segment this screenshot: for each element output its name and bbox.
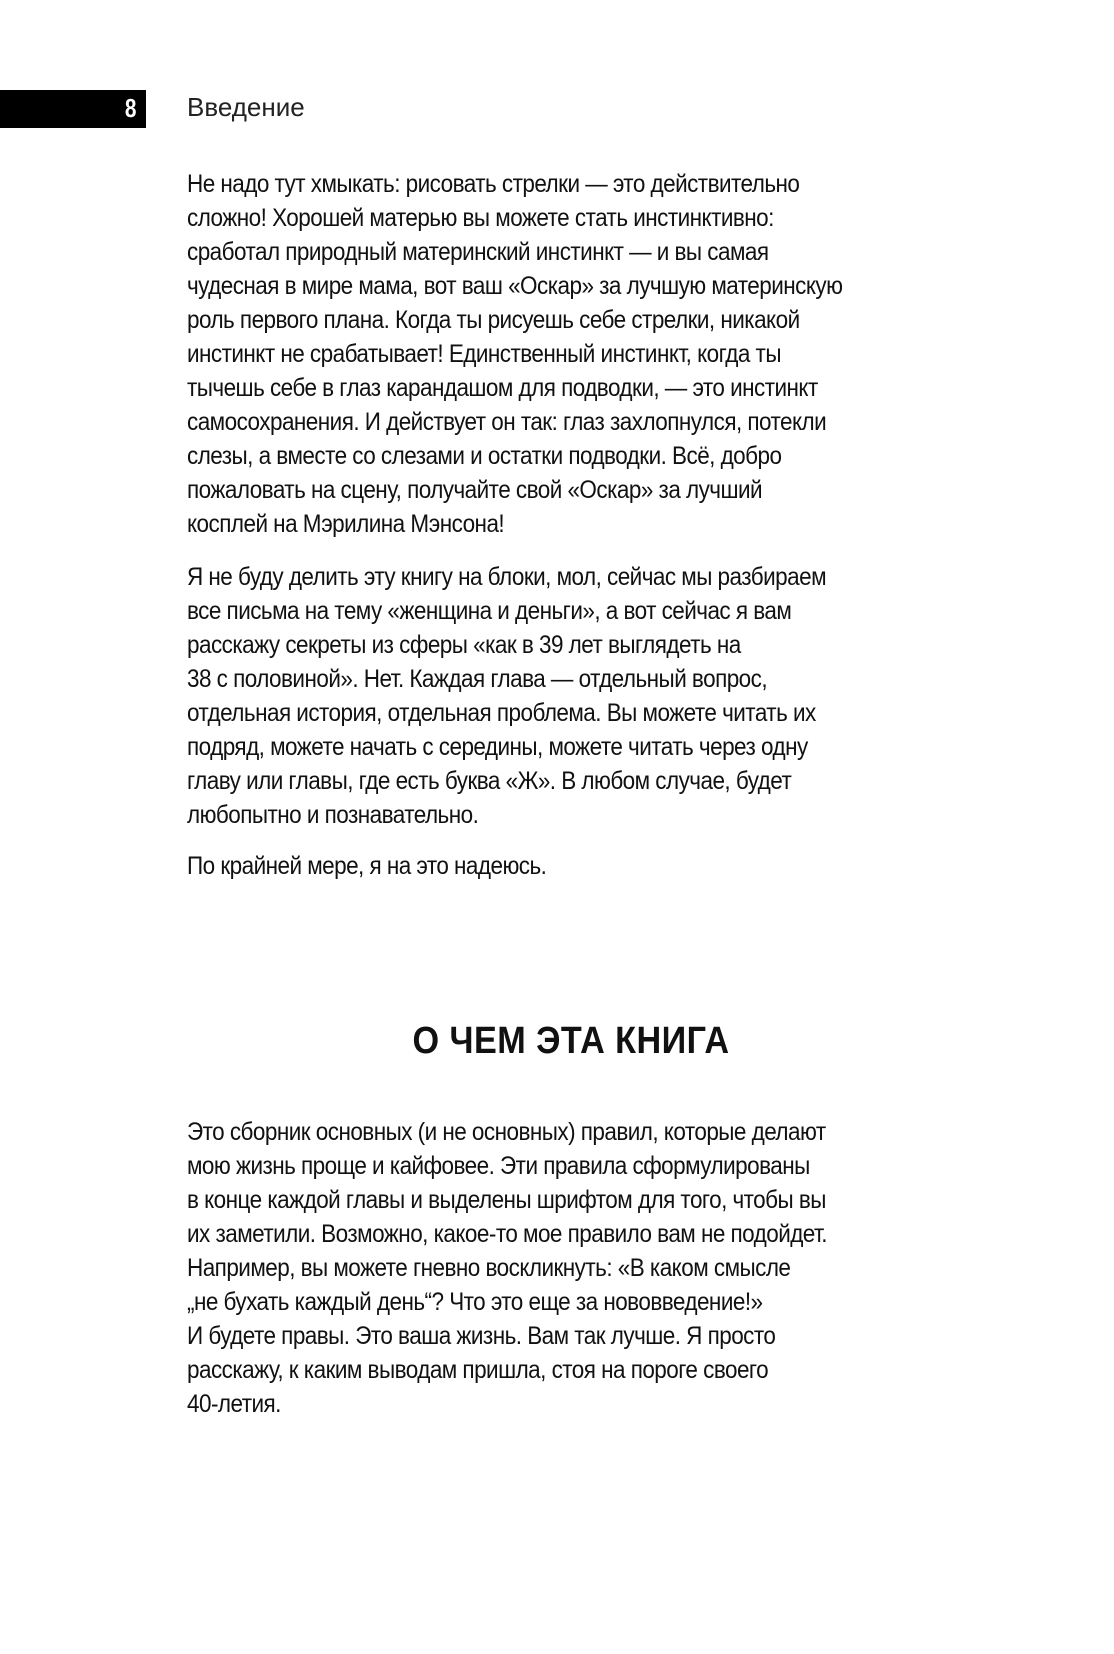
page-number-tab (0, 90, 146, 128)
text-line: По крайней мере, я на это надеюсь. (187, 852, 547, 880)
text-line: 40-летия. (187, 1390, 281, 1418)
text-line: любопытно и познавательно. (187, 801, 479, 829)
text-line: чудесная в мире мама, вот ваш «Оскар» за лучшую материнскую (187, 272, 843, 300)
text-line: Не надо тут хмыкать: рисовать стрелки — это действительно (187, 170, 800, 198)
page-number: 8 (124, 93, 136, 123)
text-line: в конце каждой главы и выделены шрифтом для того, чтобы вы (187, 1186, 826, 1214)
running-title: Введение (187, 92, 305, 122)
text-line: главу или главы, где есть буква «Ж». В любом случае, будет (187, 767, 792, 795)
text-line: слезы, а вместе со слезами и остатки подводки. Всё, добро (187, 442, 782, 470)
text-line: расскажу секреты из сферы «как в 39 лет выглядеть на (187, 631, 741, 659)
text-line: сложно! Хорошей матерью вы можете стать инстинктивно: (187, 204, 774, 232)
text-line: „не бухать каждый день“? Что это еще за нововведение!» (187, 1288, 763, 1316)
section-heading: О ЧЕМ ЭТА КНИГА (412, 1020, 730, 1062)
text-line: Например, вы можете гневно воскликнуть: «В каком смысле (187, 1254, 791, 1282)
text-line: косплей на Мэрилина Мэнсона! (187, 510, 505, 538)
text-line: самосохранения. И действует он так: глаз захлопнулся, потекли (187, 408, 827, 436)
text-line: расскажу, к каким выводам пришла, стоя на пороге своего (187, 1356, 769, 1384)
text-line: пожаловать на сцену, получайте свой «Оскар» за лучший (187, 476, 763, 504)
text-line: сработал природный материнский инстинкт — и вы самая (187, 238, 769, 266)
text-line: подряд, можете начать с середины, можете читать через одну (187, 733, 808, 761)
text-line: их заметили. Возможно, какое-то мое правило вам не подойдет. (187, 1220, 828, 1248)
text-line: отдельная история, отдельная проблема. Вы можете читать их (187, 699, 816, 727)
text-line: Я не буду делить эту книгу на блоки, мол, сейчас мы разбираем (187, 563, 826, 591)
text-line: инстинкт не срабатывает! Единственный инстинкт, когда ты (187, 340, 781, 368)
text-line: роль первого плана. Когда ты рисуешь себе стрелки, никакой (187, 306, 800, 334)
text-line: тычешь себе в глаз карандашом для подводки, — это инстинкт (187, 374, 818, 402)
text-line: мою жизнь проще и кайфовее. Эти правила сформулированы (187, 1152, 810, 1180)
text-line: И будете правы. Это ваша жизнь. Вам так лучше. Я просто (187, 1322, 776, 1350)
text-line: Это сборник основных (и не основных) правил, которые делают (187, 1118, 826, 1146)
text-line: 38 с половиной». Нет. Каждая глава — отдельный вопрос, (187, 665, 768, 693)
text-line: все письма на тему «женщина и деньги», а вот сейчас я вам (187, 597, 792, 625)
